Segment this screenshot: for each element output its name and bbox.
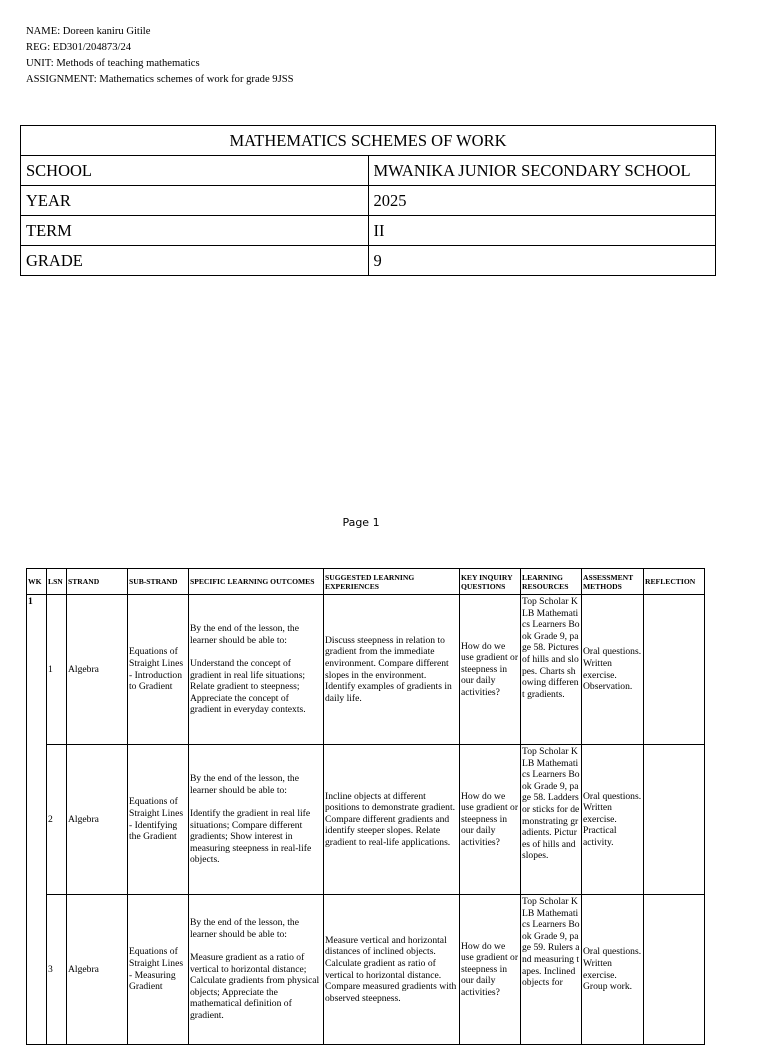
table-row bbox=[27, 895, 705, 1045]
resources-cell: Top Scholar KLB Mathematics Learners Book Grade 9, page 59. Rulers and measuring tapes. Inclined objects for bbox=[521, 895, 582, 1045]
slo-points: Identify the gradient in real life situations; Compare different gradients; Show interest in measuring steepness in real-life objects. bbox=[190, 807, 312, 866]
student-assignment: ASSIGNMENT: Mathematics schemes of work for grade 9JSS bbox=[26, 74, 294, 85]
student-details bbox=[26, 24, 294, 88]
experiences-cell: Measure vertical and horizontal distances of inclined objects. Calculate gradient as ratio of vertical to horizontal distance. Compare measured gradients with observed steepness. bbox=[324, 895, 460, 1045]
kiq-cell: How do we use gradient or steepness in our daily activities? bbox=[460, 595, 521, 745]
slo-points: Measure gradient as a ratio of vertical to horizontal distance; Calculate gradients from physical objects; Appreciate the mathematical definition of gradient. bbox=[190, 952, 320, 1022]
sub-strand-cell: Equations of Straight Lines - Identifying the Gradient bbox=[128, 745, 189, 895]
resources-cell: Top Scholar KLB Mathematics Learners Book Grade 9, page 58. Ladders or sticks for demonstrating gradients. Pictures of hills and slopes. bbox=[521, 745, 582, 895]
slo-cell bbox=[189, 595, 324, 745]
grade-value: 9 bbox=[368, 246, 716, 276]
strand-cell: Algebra bbox=[67, 745, 128, 895]
school-label: SCHOOL bbox=[21, 156, 369, 186]
reflection-cell bbox=[644, 895, 705, 1045]
header-resources: LEARNING RESOURCES bbox=[521, 569, 582, 595]
slo-points: Understand the concept of gradient in real life situations; Relate gradient to steepness; Appreciate the concept of gradient in everyday contexts. bbox=[190, 657, 306, 716]
experiences-cell: Discuss steepness in relation to gradient from the immediate environment. Compare different slopes in the environment. Identify examples of gradients in daily life. bbox=[324, 595, 460, 745]
lsn-cell: 1 bbox=[47, 595, 67, 745]
table-header-row bbox=[27, 569, 705, 595]
slo-intro: By the end of the lesson, the learner should be able to: bbox=[190, 917, 299, 940]
header-sub-strand: SUB-STRAND bbox=[128, 569, 189, 595]
kiq-cell: How do we use gradient or steepness in our daily activities? bbox=[460, 745, 521, 895]
header-slo: SPECIFIC LEARNING OUTCOMES bbox=[189, 569, 324, 595]
year-value: 2025 bbox=[368, 186, 716, 216]
term-value: II bbox=[368, 216, 716, 246]
slo-intro: By the end of the lesson, the learner should be able to: bbox=[190, 773, 299, 796]
slo-intro: By the end of the lesson, the learner should be able to: bbox=[190, 623, 299, 646]
header-assessment: ASSESSMENT METHODS bbox=[582, 569, 644, 595]
scheme-of-work-table bbox=[26, 568, 705, 1045]
header-kiq: KEY INQUIRY QUESTIONS bbox=[460, 569, 521, 595]
experiences-cell: Incline objects at different positions to demonstrate gradient. Compare different gradients and identify steeper slopes. Relate gradient to real-life applications. bbox=[324, 745, 460, 895]
school-info-table bbox=[20, 125, 716, 276]
sub-strand-cell: Equations of Straight Lines - Measuring Gradient bbox=[128, 895, 189, 1045]
page-number: Page 1 bbox=[342, 516, 380, 529]
table-row bbox=[27, 595, 705, 745]
table-row bbox=[27, 745, 705, 895]
student-name: NAME: Doreen kaniru Gitile bbox=[26, 26, 151, 37]
week-cell: 1 bbox=[27, 595, 47, 1045]
strand-cell: Algebra bbox=[67, 895, 128, 1045]
term-label: TERM bbox=[21, 216, 369, 246]
reflection-cell bbox=[644, 745, 705, 895]
kiq-cell: How do we use gradient or steepness in our daily activities? bbox=[460, 895, 521, 1045]
header-lsn: LSN bbox=[47, 569, 67, 595]
slo-cell bbox=[189, 895, 324, 1045]
strand-cell: Algebra bbox=[67, 595, 128, 745]
lsn-cell: 2 bbox=[47, 745, 67, 895]
header-strand: STRAND bbox=[67, 569, 128, 595]
school-value: MWANIKA JUNIOR SECONDARY SCHOOL bbox=[368, 156, 716, 186]
student-reg: REG: ED301/204873/24 bbox=[26, 42, 132, 53]
header-experiences: SUGGESTED LEARNING EXPERIENCES bbox=[324, 569, 460, 595]
assessment-cell: Oral questions. Written exercise. Practical activity. bbox=[582, 745, 644, 895]
assessment-cell: Oral questions. Written exercise. Observation. bbox=[582, 595, 644, 745]
year-label: YEAR bbox=[21, 186, 369, 216]
slo-cell bbox=[189, 745, 324, 895]
resources-cell: Top Scholar KLB Mathematics Learners Book Grade 9, page 58. Pictures of hills and slopes. Charts showing different gradients. bbox=[521, 595, 582, 745]
header-reflection: REFLECTION bbox=[644, 569, 705, 595]
assessment-cell: Oral questions. Written exercise. Group work. bbox=[582, 895, 644, 1045]
sub-strand-cell: Equations of Straight Lines - Introduction to Gradient bbox=[128, 595, 189, 745]
student-unit: UNIT: Methods of teaching mathematics bbox=[26, 58, 200, 69]
grade-label: GRADE bbox=[21, 246, 369, 276]
reflection-cell bbox=[644, 595, 705, 745]
header-wk: WK bbox=[27, 569, 47, 595]
lsn-cell: 3 bbox=[47, 895, 67, 1045]
scheme-title: MATHEMATICS SCHEMES OF WORK bbox=[21, 126, 716, 156]
